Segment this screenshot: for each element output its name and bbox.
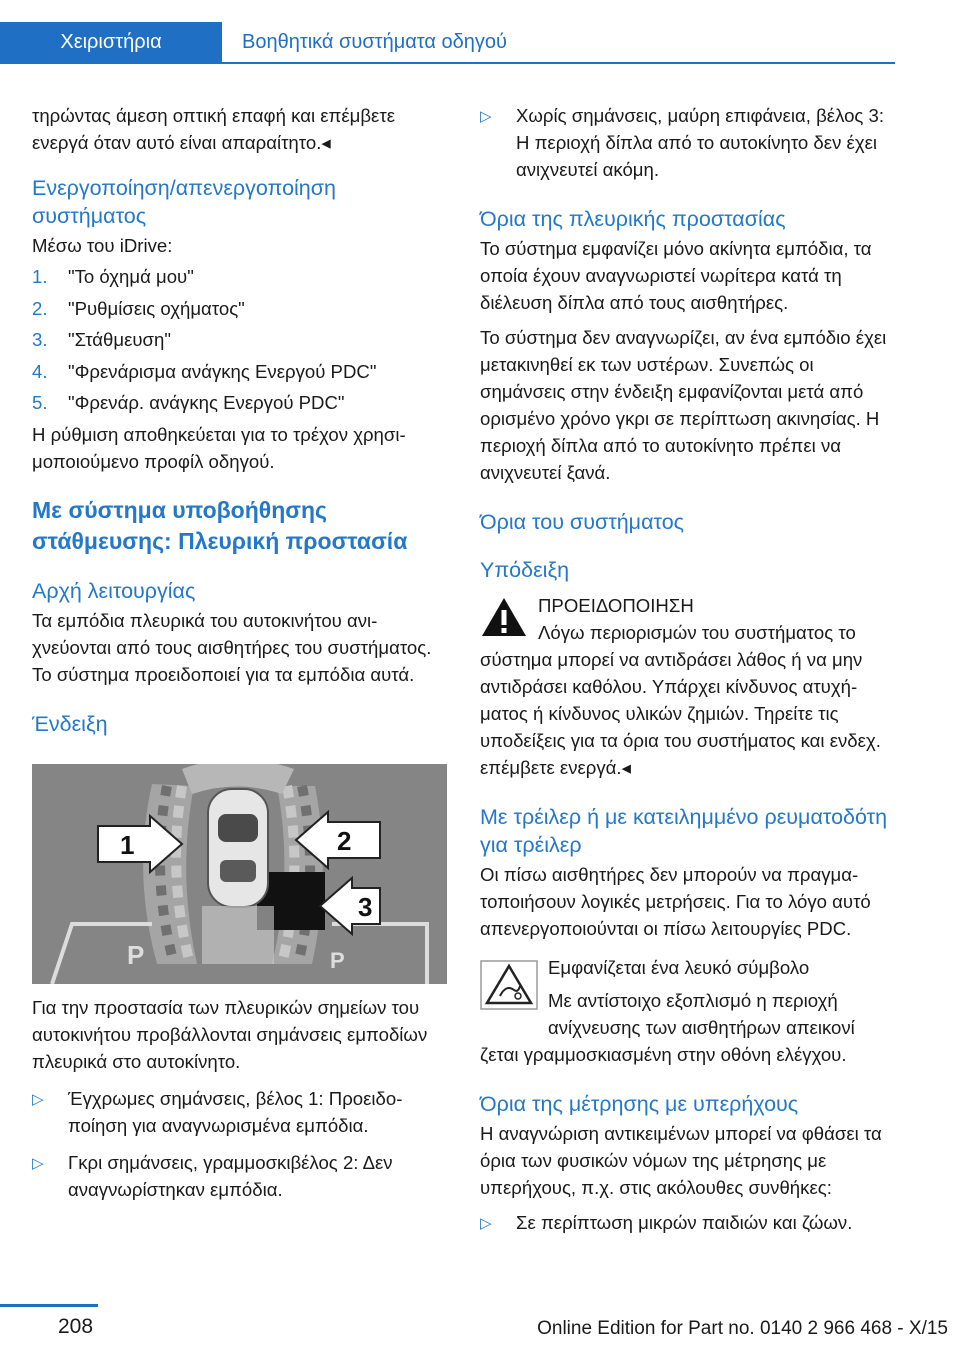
warning-text-first: Λόγω περιορισμών του συστήματος το xyxy=(538,622,856,643)
bullet-triangle-icon: ▷ xyxy=(480,1215,492,1232)
tab-driver-assistance[interactable]: Βοηθητικά συστήματα οδηγού xyxy=(242,30,507,53)
bullet-triangle-icon: ▷ xyxy=(480,108,492,125)
step-text: "Φρενάρισμα ανάγκης Ενεργού PDC" xyxy=(68,360,377,382)
steps-list xyxy=(32,261,447,419)
step-number: 1. xyxy=(32,266,48,287)
limits-side-heading: Όρια της πλευρικής προστασίας xyxy=(480,207,786,231)
step-text: "Ρυθμίσεις οχήματος" xyxy=(68,297,245,319)
edition-note: Online Edition for Part no. 0140 2 966 468 - X/15 xyxy=(537,1318,948,1339)
symbol-block xyxy=(480,954,890,1068)
parking-assist-heading: Με σύστημα υποβοήθησης στάθμευσης: Πλευρική προστασία xyxy=(32,496,408,554)
ultrasound-heading: Όρια της μέτρησης με υπερήχους xyxy=(480,1092,799,1116)
step-number: 2. xyxy=(32,297,48,319)
symbol-text-2a: Με αντίστοιχο εξοπλισμό η περιοχή xyxy=(548,990,838,1011)
figure-label-1: 1 xyxy=(120,829,135,860)
list-item xyxy=(32,293,447,325)
bullet-text: Έγχρωμες σημάνσεις, βέλος 1: Προειδοποίηση για αναγνωρισμένα εμπόδια. xyxy=(68,1087,403,1136)
display-heading: Ένδειξη xyxy=(32,711,108,736)
car-overview-illustration xyxy=(32,764,447,984)
bullet-text: Σε περίπτωση μικρών παιδιών και ζώων. xyxy=(516,1212,853,1233)
list-item xyxy=(32,356,447,388)
warning-title: ΠΡΟΕΙΔΟΠΟΙΗΣΗ xyxy=(538,595,694,616)
trailer-heading: Με τρέιλερ ή με κατειλημμένο ρευματοδότη για τρέιλερ xyxy=(480,805,888,857)
bullet-text: Χωρίς σημάνσεις, μαύρη επιφάνεια, βέλος 3: Η περιοχή δίπλα από το αυτοκίνητο δεν έχει ανιχνευτεί ακόμη. xyxy=(516,105,885,180)
activation-heading: Ενεργοποίηση/απενεργοποίηση συστήματος xyxy=(32,176,336,228)
principle-heading: Αρχή λειτουργίας xyxy=(32,578,196,603)
header-divider xyxy=(0,62,895,64)
via-idrive-text: Μέσω του iDrive: xyxy=(32,235,173,256)
pdc-disabled-symbol-icon xyxy=(480,960,538,1010)
note-heading: Υπόδειξη xyxy=(480,558,570,582)
symbol-text-2c: ζεται γραμμοσκιασμένη στην οθόνη ελέγχου. xyxy=(480,1044,847,1065)
ultrasound-text: Η αναγνώριση αντικειμένων μπορεί να φθάσει τα όρια των φυσικών νόμων της μέτρησης με υπερήχους, π.χ. στις ακόλουθες συνθήκες: xyxy=(480,1123,882,1198)
list-item xyxy=(480,1209,890,1237)
display-text: Για την προστασία των πλευρικών σημείων του αυτοκινήτου προβάλλονται σημάνσεις εμποδίων πλευρικά στο αυτοκίνητο. xyxy=(32,996,428,1072)
step-text: "Στάθμευση" xyxy=(68,329,171,350)
step-number: 4. xyxy=(32,360,48,382)
right-column xyxy=(480,100,890,1237)
principle-text: Τα εμπόδια πλευρικά του αυτοκινήτου ανιχνεύονται από τους αισθητήρες του συστήματος. Το σύστημα προειδοποιεί για τα εμπόδια αυτά. xyxy=(32,609,432,685)
warning-triangle-icon xyxy=(480,596,528,638)
trailer-text: Οι πίσω αισθητήρες δεν μπορούν να πραγματοποιήσουν λογικές μετρήσεις. Για το λόγο αυτό απενεργοποιούνται οι πίσω λειτουργίες PDC. xyxy=(480,864,871,939)
figure-label-3: 3 xyxy=(358,891,373,922)
warning-block xyxy=(480,592,890,781)
symbol-text-1: Εμφανίζεται ένα λευκό σύμβολο xyxy=(548,957,810,978)
intro-text: τηρώντας άμεση οπτική επαφή και επέμβετε ενεργά όταν αυτό είναι απαραίτητο.◂ xyxy=(32,105,395,153)
list-item xyxy=(480,102,890,183)
limits-side-text-2: Το σύστημα δεν αναγνωρίζει, αν ένα εμπόδιο έχει μετακινηθεί εκ των υστέρων. Συνεπώς οι σημάνσεις στην ένδειξη εμφανίζονται μετά από ορισμένο χρόνο γκρι σε περίπτωση ακινησίας. Η περιοχή δίπλα από το αυτοκίνητο πρέπει να ανιχνευτεί ξανά. xyxy=(480,327,887,483)
list-item xyxy=(32,261,447,293)
limits-side-text-1: Το σύστημα εμφανίζει μόνο ακίνητα εμπόδια, τα οποία έχουν αναγνωριστεί νωρίτερα κατά τη διέλευση δίπλα από τους αισθητήρες. xyxy=(480,238,872,313)
parking-p-left: P xyxy=(127,939,145,970)
step-text: "Το όχημά μου" xyxy=(68,266,194,287)
parking-p-right: P xyxy=(330,947,345,973)
bullet-triangle-icon: ▷ xyxy=(32,1154,44,1172)
bullet-text: Γκρι σημάνσεις, γραμμοσκιβέλος 2: Δεν αναγνωρίστηκαν εμπόδια. xyxy=(68,1151,393,1200)
list-item xyxy=(32,1149,447,1203)
step-text: "Φρενάρ. ανάγκης Ενεργού PDC" xyxy=(68,392,345,413)
list-item xyxy=(32,387,447,419)
symbol-text-2b: ανίχνευσης των αισθητήρων απεικονί xyxy=(548,1017,855,1038)
header-tab-bar xyxy=(0,22,895,62)
bullet-triangle-icon: ▷ xyxy=(32,1090,44,1108)
setting-note: Η ρύθμιση αποθηκεύεται για το τρέχον χρησιμοποιούμενο προφίλ οδηγού. xyxy=(32,423,406,472)
list-item xyxy=(32,324,447,356)
warning-text: σύστημα μπορεί να αντιδράσει λάθος ή να μην αντιδράσει καθόλου. Υπάρχει κίνδυνος ατυχήματος ή κίνδυνος υλικών ζημιών. Τηρείτε τις υποδείξεις για τα όρια του συστήματος και ενδεχ. επέμβετε ενεργά.◂ xyxy=(480,649,881,778)
limits-system-heading: Όρια του συστήματος xyxy=(480,510,685,534)
list-item xyxy=(32,1085,447,1139)
page-number: 208 xyxy=(58,1315,94,1338)
figure-label-2: 2 xyxy=(337,825,352,856)
step-number: 5. xyxy=(32,392,48,413)
footer-accent-line xyxy=(0,1304,98,1307)
left-column xyxy=(32,100,447,1203)
tab-controls[interactable]: Χειριστήρια xyxy=(0,22,222,62)
step-number: 3. xyxy=(32,329,48,350)
side-protection-figure xyxy=(32,764,447,984)
